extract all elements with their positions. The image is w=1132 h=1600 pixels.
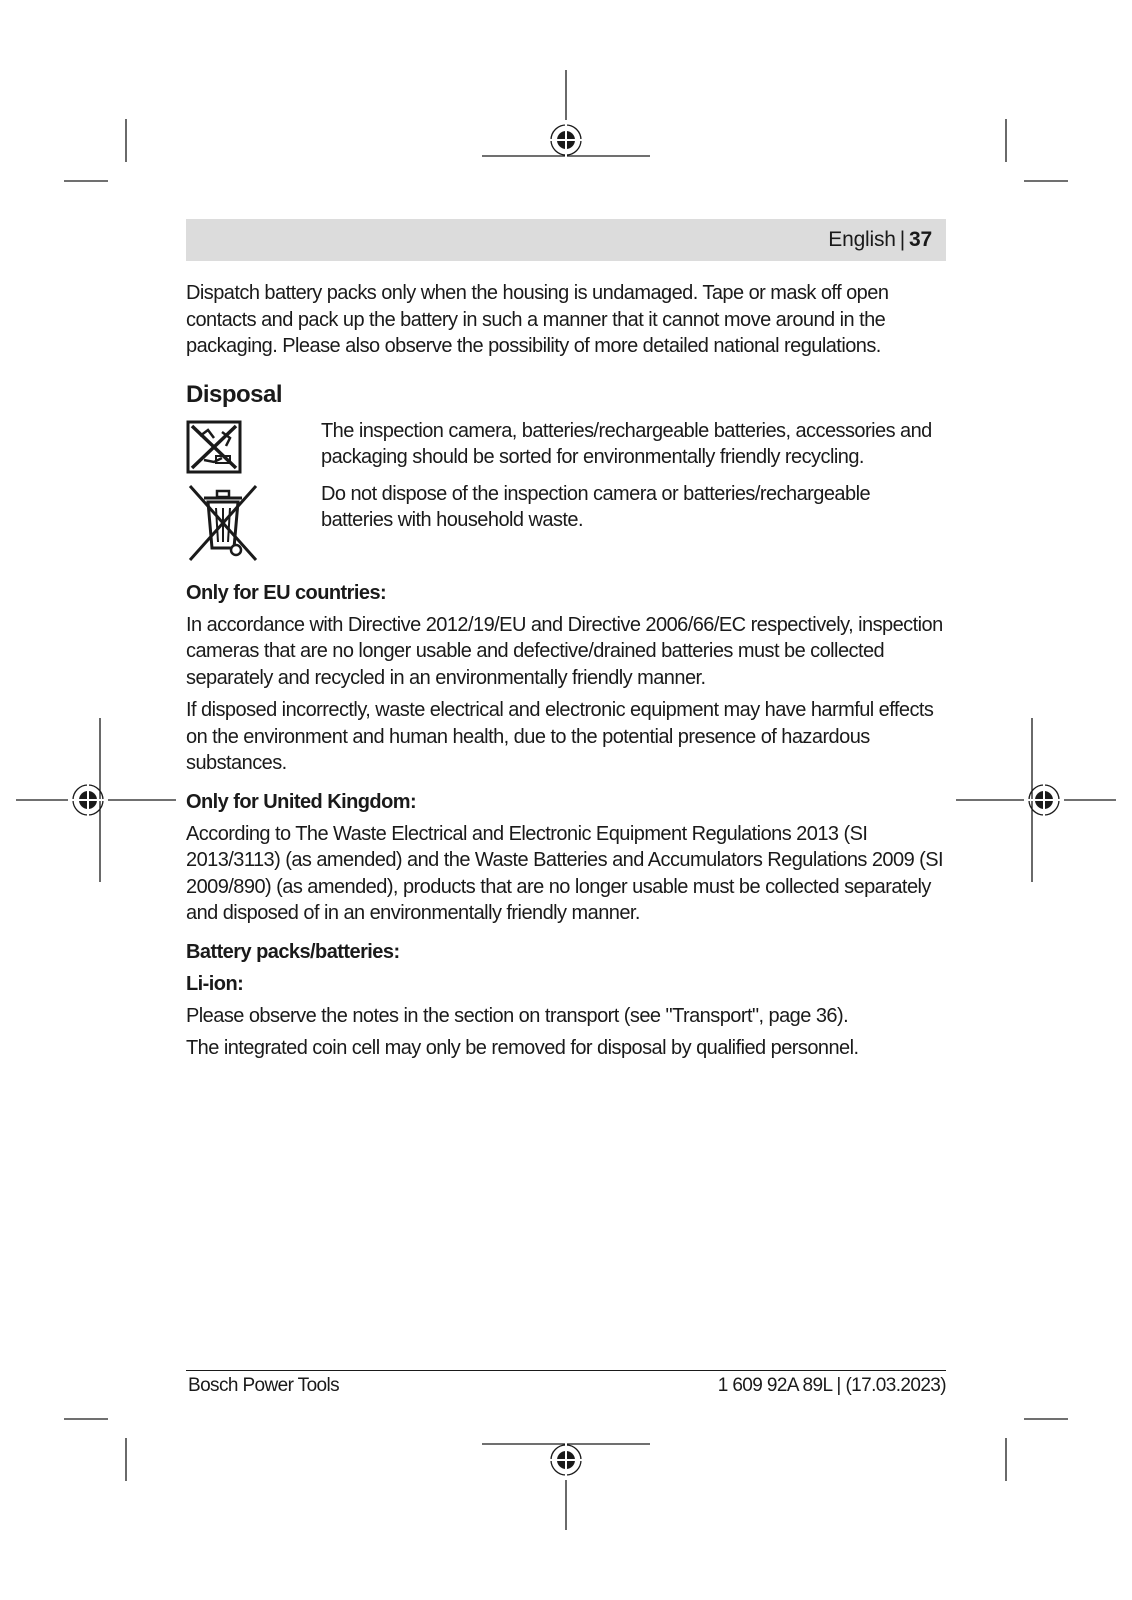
page-number: 37 — [909, 228, 932, 251]
disposal-block — [186, 418, 946, 580]
registration-target-bottom — [546, 1440, 586, 1480]
registration-target-right — [1024, 780, 1064, 820]
intro-paragraph: Dispatch battery packs only when the housing is undamaged. Tape or mask off open contacts and pack up the battery in such a manner that it cannot move around in the packaging. Please also observe the possibility of more detailed national regulations. — [186, 282, 889, 357]
page-content — [186, 280, 946, 1062]
page-header — [186, 219, 946, 261]
battery-paragraph-2: The integrated coin cell may only be removed for disposal by qualified personnel. — [186, 1037, 859, 1059]
eu-paragraph-1: In accordance with Directive 2012/19/EU and Directive 2006/66/EC respectively, inspection cameras that are no longer usable and defective/drained batteries must be collected separately and recycled in an environmentally friendly manner. — [186, 613, 943, 689]
footer-brand: Bosch Power Tools — [188, 1375, 340, 1396]
registration-target-left — [68, 780, 108, 820]
eu-heading: Only for EU countries: — [186, 581, 387, 604]
crossed-out-wheelie-bin-icon — [186, 482, 260, 572]
footer-rule — [186, 1370, 946, 1371]
uk-heading: Only for United Kingdom: — [186, 790, 417, 813]
eu-paragraph-2: If disposed incorrectly, waste electrical and electronic equipment may have harmful effects on the environment and human health, due to the potential presence of hazardous substances. — [186, 699, 934, 774]
header-separator: | — [899, 228, 906, 251]
li-ion-subheading: Li-ion: — [186, 972, 244, 995]
header-label — [828, 228, 932, 252]
footer-doc-info: 1 609 92A 89L | (17.03.2023) — [717, 1375, 946, 1396]
disposal-heading: Disposal — [186, 380, 283, 408]
battery-heading: Battery packs/batteries: — [186, 940, 400, 963]
disposal-paragraph-2: Do not dispose of the inspection camera or batteries/rechargeable batteries with household waste. — [321, 482, 871, 531]
registration-target-top — [546, 120, 586, 160]
header-language: English — [828, 228, 896, 251]
battery-paragraph-1: Please observe the notes in the section on transport (see "Transport", page 36). — [186, 1004, 849, 1027]
uk-paragraph-1: According to The Waste Electrical and Electronic Equipment Regulations 2013 (SI 2013/3113) (as amended) and the Waste Batteries and Accumulators Regulations 2009 (SI 2009/890) (as amended), products that are no longer usable must be collected separately and disposed of in an environmentally friendly manner. — [186, 822, 944, 924]
recycling-sorting-icon — [186, 420, 242, 482]
disposal-paragraph-1: The inspection camera, batteries/rechargeable batteries, accessories and packaging should be sorted for environmentally friendly recycling. — [321, 419, 932, 468]
